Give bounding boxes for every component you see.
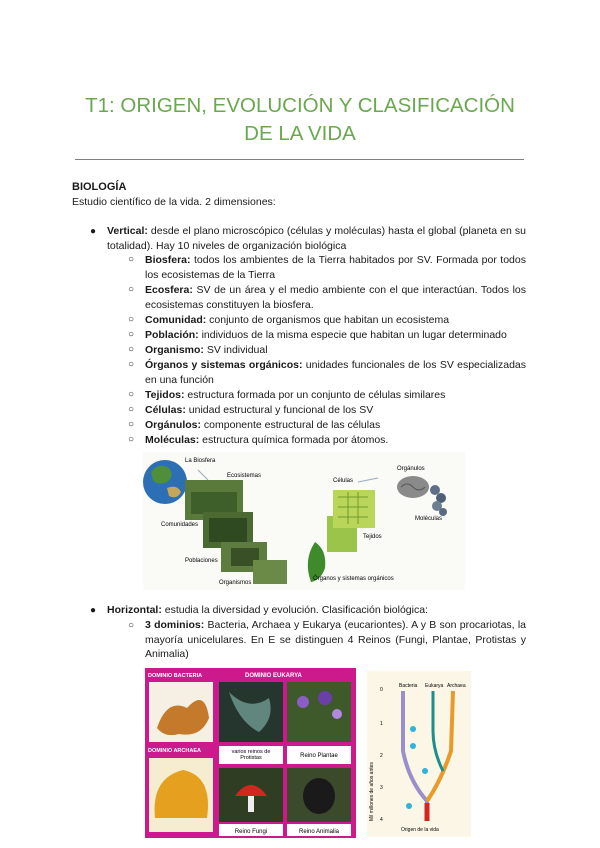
bullet-icon: ● (90, 605, 97, 616)
label-tejidos: Tejidos (363, 534, 382, 540)
vertical-paragraph: Vertical: desde el plano microscópico (células y moléculas) hasta el global (planeta en su totalidad). Hay 10 niveles de organización biológica (107, 225, 526, 252)
item-organos: Órganos y sistemas orgánicos: unidades funcionales de los SV especializadas en una función (145, 359, 526, 386)
label-moleculas: Moléculas (415, 516, 443, 522)
label-tree-archaea: Archaea (447, 683, 466, 689)
label-dominio-eukarya: DOMINIO EUKARYA (245, 673, 302, 679)
item-biosfera: Biosfera: todos los ambientes de la Tierra habitados por SV. Formada por todos los ecosistemas de la Tierra (145, 254, 526, 281)
item-organismo: Organismo: SV individual (145, 344, 268, 356)
circle-bullet-icon: ○ (128, 389, 135, 400)
label-poblaciones: Poblaciones (185, 558, 218, 564)
item-ecosfera: Ecosfera: SV de un área y el medio ambiente con el que interactúan. Todos los ecosistemas constituyen la biosfera. (145, 284, 526, 311)
label-fungi: Reino Fungi (234, 829, 268, 835)
label-tree-bacteria: Bacteria (399, 683, 418, 689)
label-dominio-archaea: DOMINIO ARCHAEA (148, 748, 201, 754)
label-protistas: varios reinos de Protistas (231, 749, 271, 761)
title-divider (75, 159, 524, 160)
label-organos: Órganos y sistemas orgánicos (313, 576, 394, 582)
label-ecosistemas: Ecosistemas (227, 473, 262, 479)
label-organismos: Organismos (219, 580, 252, 586)
organism-image (253, 560, 287, 584)
item-comunidad: Comunidad: conjunto de organismos que habitan un ecosistema (145, 314, 450, 326)
label-organulos: Orgánulos (397, 466, 425, 472)
bullet-icon: ● (90, 226, 97, 237)
section-intro: Estudio científico de la vida. 2 dimensiones: (72, 196, 276, 208)
circle-bullet-icon: ○ (128, 434, 135, 445)
tick-3: 3 (380, 785, 383, 791)
label-animalia: Reino Animalia (298, 829, 340, 835)
horizontal-paragraph: Horizontal: estudia la diversidad y evolución. Clasificación biológica: (107, 604, 428, 616)
label-tree-eukarya: Eukarya (425, 683, 444, 689)
circle-bullet-icon: ○ (128, 404, 135, 415)
circle-bullet-icon: ○ (128, 620, 135, 631)
item-moleculas: Moléculas: estructura química formada por átomos. (145, 434, 389, 446)
circle-bullet-icon: ○ (128, 314, 135, 325)
circle-bullet-icon: ○ (128, 329, 135, 340)
item-organulos: Orgánulos: componente estructural de las células (145, 419, 381, 431)
circle-bullet-icon: ○ (128, 359, 135, 370)
label-dominio-bacteria: DOMINIO BACTERIA (148, 673, 203, 679)
tick-1: 1 (380, 721, 383, 727)
item-celulas: Células: unidad estructural y funcional de los SV (145, 404, 374, 416)
page-title: T1: ORIGEN, EVOLUCIÓN Y CLASIFICACIÓN DE LA VIDA (85, 94, 515, 145)
label-axis: Mil millones de años antes (369, 762, 375, 821)
item-dominios: 3 dominios: Bacteria, Archaea y Eukarya (eucariontes). A y B son procariotas, la mayoría unicelulares. En E se distinguen 4 Reinos (Fungi, Plantae, Protistas y Animalia) (145, 619, 527, 661)
label-celulas: Células (333, 478, 354, 484)
circle-bullet-icon: ○ (128, 419, 135, 430)
circle-bullet-icon: ○ (128, 254, 135, 265)
tick-0: 0 (380, 687, 383, 693)
tick-4: 4 (380, 817, 383, 823)
label-biosfera: La Biosfera (185, 458, 216, 464)
organization-levels-figure (143, 452, 465, 590)
label-comunidades: Comunidades (161, 522, 199, 528)
section-heading: BIOLOGÍA (72, 181, 127, 193)
tick-2: 2 (380, 753, 383, 759)
label-origin: Origen de la vida (401, 827, 439, 833)
cells-image (333, 490, 375, 528)
tree-figure (367, 671, 471, 837)
label-plantae: Reino Plantae (300, 753, 338, 759)
circle-bullet-icon: ○ (128, 344, 135, 355)
item-tejidos: Tejidos: estructura formada por un conjunto de células similares (145, 389, 446, 401)
domains-figure (145, 668, 356, 838)
circle-bullet-icon: ○ (128, 284, 135, 295)
item-poblacion: Población: individuos de la misma especie que habitan un lugar determinado (145, 329, 507, 341)
